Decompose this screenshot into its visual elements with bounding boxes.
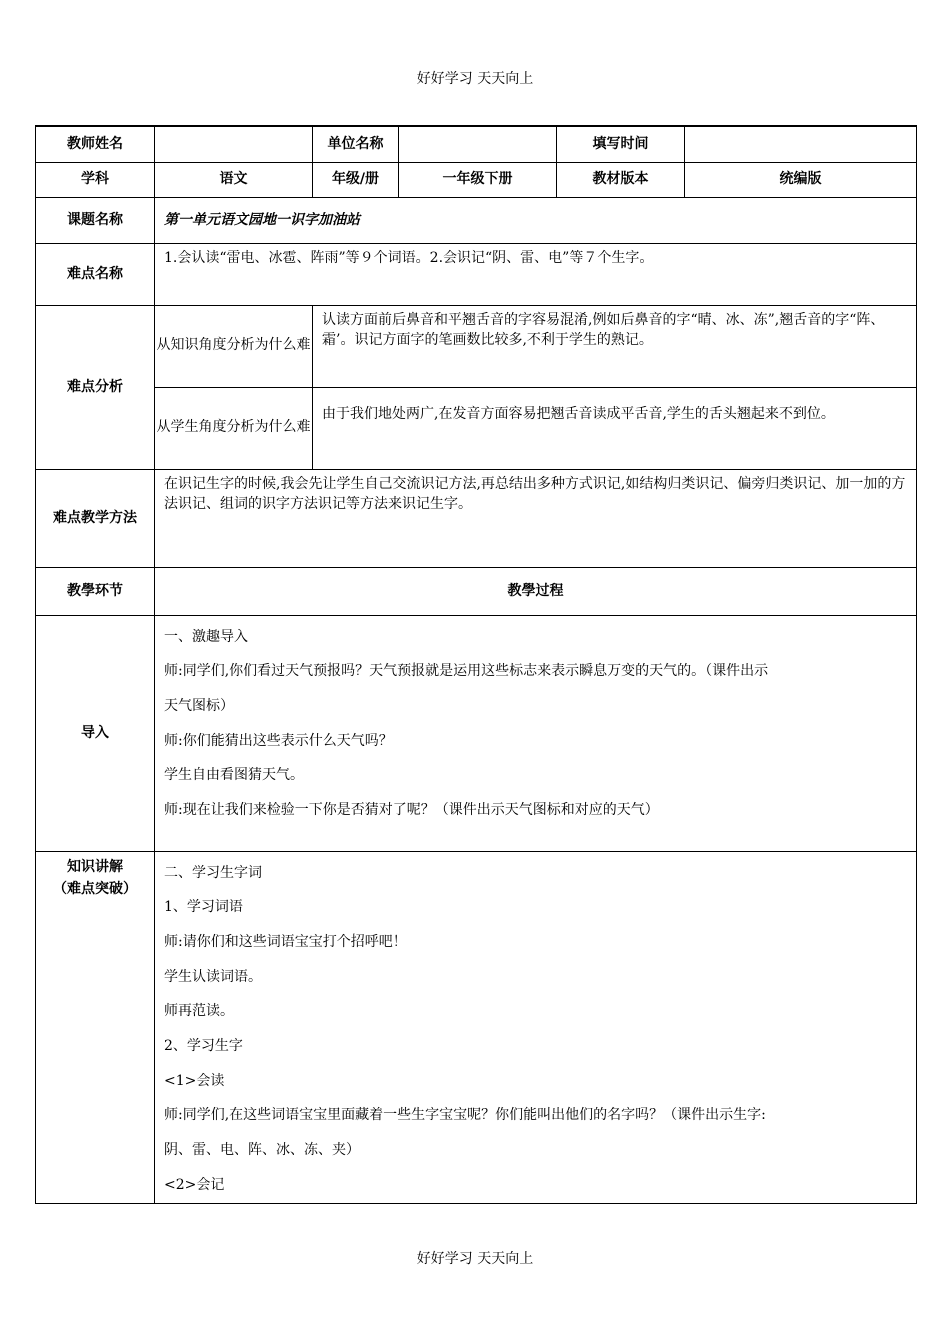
unit-name-value [399,126,557,162]
page-header: 好好学习 天天向上 [416,71,534,87]
subject-label: 学科 [36,162,155,197]
table-row [36,305,917,387]
edition-value: 统编版 [685,162,917,197]
intro-content [155,615,917,851]
student-angle-label: 从学生角度分析为什么难 [155,387,313,469]
knowledge-angle-text: 认读方面前后鼻音和平翘舌音的字容易混淆,例如后鼻音的字“晴、冰、冻”,翘舌音的字“阵、霜’。识记方面字的笔画数比较多,不利于学生的熟记。 [313,305,917,387]
difficulty-value: 1.会认读“雷电、冰雹、阵雨”等９个词语。2.会识记“阴、雷、电”等７个生字。 [155,243,917,305]
analysis-label: 难点分析 [36,305,155,469]
knowledge-line: 师:同学们,在这些词语宝宝里面藏着一些生字宝宝呢？你们能叫出他们的名字吗？（课件出示生字: [164,1107,766,1124]
lesson-plan-table [35,125,917,1204]
intro-line: 学生自由看图猜天气。 [164,767,304,784]
knowledge-label-line2: （难点突破） [53,880,137,897]
unit-name-label: 单位名称 [313,126,399,162]
knowledge-line: <2>会记 [164,1176,225,1193]
intro-label: 导入 [36,615,155,851]
table-row [36,197,917,243]
knowledge-line: 学生认读词语。 [164,968,262,985]
fill-date-label: 填写时间 [557,126,685,162]
method-text: 在识记生字的时候,我会先让学生自己交流识记方法,再总结出多种方式识记,如结构归类识记、偏旁归类识记、加一加的方法识记、组词的识字方法识记等方法来识记生字。 [155,469,917,567]
process-header: 教學过程 [155,567,917,615]
page-footer: 好好学习 天天向上 [416,1251,534,1267]
intro-line: 师:你们能猜出这些表示什么天气吗？ [164,732,393,749]
grade-value: 一年级下册 [399,162,557,197]
knowledge-label-line1: 知识讲解 [67,858,123,875]
intro-line: 师:现在让我们来检验一下你是否猜对了呢？（课件出示天气图标和对应的天气） [164,802,659,819]
knowledge-line: 二、学习生字词 [164,864,262,881]
fill-date-value [685,126,917,162]
knowledge-label [36,851,155,1203]
table-row [36,243,917,305]
knowledge-line: 师:请你们和这些词语宝宝打个招呼吧！ [164,933,407,950]
knowledge-line: 1、学习词语 [164,899,243,916]
intro-line: 天气图标） [164,697,234,714]
table-row [36,126,917,162]
table-row [36,851,917,1203]
teacher-name-value [155,126,313,162]
knowledge-line: 阴、雷、电、阵、冰、冻、夹） [164,1142,360,1159]
grade-label: 年级/册 [313,162,399,197]
topic-value: 第一单元语文园地一识字加油站 [155,197,917,243]
knowledge-line: <1>会读 [164,1072,225,1089]
table-row [36,615,917,851]
topic-label: 课题名称 [36,197,155,243]
knowledge-angle-label: 从知识角度分析为什么难 [155,305,313,387]
table-row [36,162,917,197]
method-label: 难点教学方法 [36,469,155,567]
teacher-name-label: 教师姓名 [36,126,155,162]
difficulty-label: 难点名称 [36,243,155,305]
table-row [36,567,917,615]
edition-label: 教材版本 [557,162,685,197]
intro-line: 一、激趣导入 [164,628,248,645]
table-row [36,469,917,567]
knowledge-content [155,851,917,1203]
student-angle-text: 由于我们地处两广,在发音方面容易把翘舌音读成平舌音,学生的舌头翘起来不到位。 [313,387,917,469]
knowledge-line: 2、学习生字 [164,1038,243,1055]
intro-line: 师:同学们,你们看过天气预报吗？天气预报就是运用这些标志来表示瞬息万变的天气的。（课件出示 [164,663,769,680]
stage-header: 教學环节 [36,567,155,615]
knowledge-line: 师再范读。 [164,1003,234,1020]
subject-value: 语文 [155,162,313,197]
table-row [36,387,917,469]
